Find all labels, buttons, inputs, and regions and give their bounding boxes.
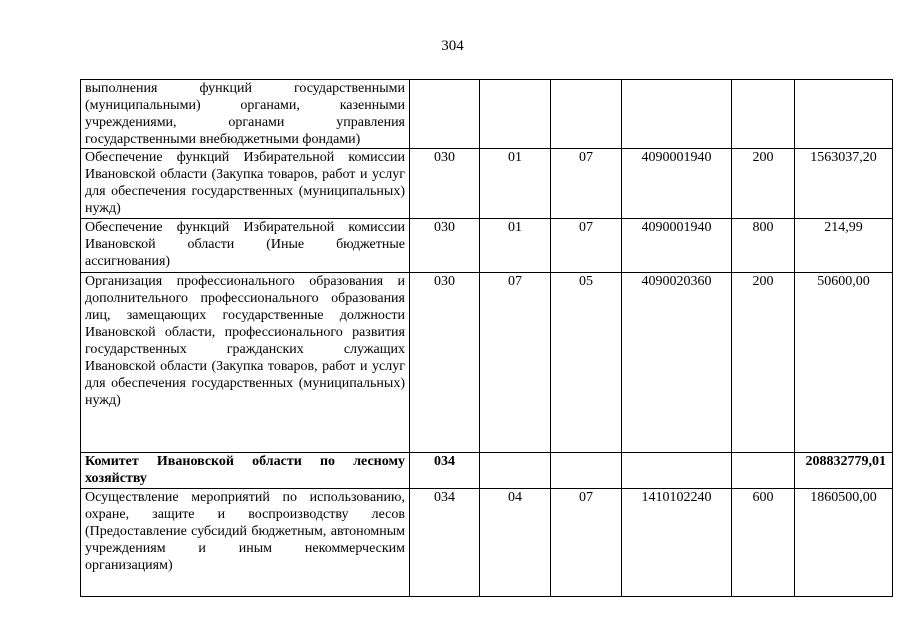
target-code (622, 453, 732, 489)
amount: 1860500,00 (795, 489, 893, 597)
row-description: Организация профессионального образования и дополнительного профессионального образования лиц, замещающих государственные должности Ивановской области, профессионального развития государственных гражданских служащих Ивановской области (Закупка товаров, работ и услуг для обеспечения государственных (муниципальных) нужд) (81, 273, 410, 453)
target-code: 4090001940 (622, 219, 732, 273)
section-code: 04 (480, 489, 551, 597)
target-code: 4090020360 (622, 273, 732, 453)
subsection-code: 07 (551, 149, 622, 219)
table-row (81, 80, 893, 149)
target-code: 1410102240 (622, 489, 732, 597)
ministry-code: 030 (410, 273, 480, 453)
table-row (81, 149, 893, 219)
expense-type-code (732, 80, 795, 149)
row-description: Осуществление мероприятий по использованию, охране, защите и воспроизводству лесов (Предоставление субсидий бюджетным, автономным учреждениям и иным некоммерческим организациям) (81, 489, 410, 597)
section-code: 07 (480, 273, 551, 453)
ministry-code (410, 80, 480, 149)
ministry-code: 034 (410, 453, 480, 489)
amount: 50600,00 (795, 273, 893, 453)
expense-type-code: 200 (732, 149, 795, 219)
section-code: 01 (480, 219, 551, 273)
row-description: Комитет Ивановской области по лесному хозяйству (81, 453, 410, 489)
amount: 1563037,20 (795, 149, 893, 219)
table-row (81, 219, 893, 273)
amount: 208832779,01 (795, 453, 893, 489)
row-description: Обеспечение функций Избирательной комиссии Ивановской области (Закупка товаров, работ и услуг для обеспечения государственных (муниципальных) нужд) (81, 149, 410, 219)
expense-type-code (732, 453, 795, 489)
ministry-code: 030 (410, 219, 480, 273)
budget-table (80, 79, 893, 597)
expense-type-code: 600 (732, 489, 795, 597)
subsection-code (551, 453, 622, 489)
table-row (81, 489, 893, 597)
target-code: 4090001940 (622, 149, 732, 219)
row-description: выполнения функций государственными (муниципальными) органами, казенными учреждениями, органами управления государственными внебюджетными фондами) (81, 80, 410, 149)
subsection-code (551, 80, 622, 149)
expense-type-code: 800 (732, 219, 795, 273)
subsection-code: 05 (551, 273, 622, 453)
amount: 214,99 (795, 219, 893, 273)
subsection-code: 07 (551, 489, 622, 597)
section-code: 01 (480, 149, 551, 219)
subsection-code: 07 (551, 219, 622, 273)
expense-type-code: 200 (732, 273, 795, 453)
row-description: Обеспечение функций Избирательной комиссии Ивановской области (Иные бюджетные ассигнования) (81, 219, 410, 273)
amount (795, 80, 893, 149)
page-number: 304 (441, 38, 464, 54)
ministry-code: 030 (410, 149, 480, 219)
section-code (480, 80, 551, 149)
target-code (622, 80, 732, 149)
table-row (81, 453, 893, 489)
ministry-code: 034 (410, 489, 480, 597)
section-code (480, 453, 551, 489)
table-row (81, 273, 893, 453)
